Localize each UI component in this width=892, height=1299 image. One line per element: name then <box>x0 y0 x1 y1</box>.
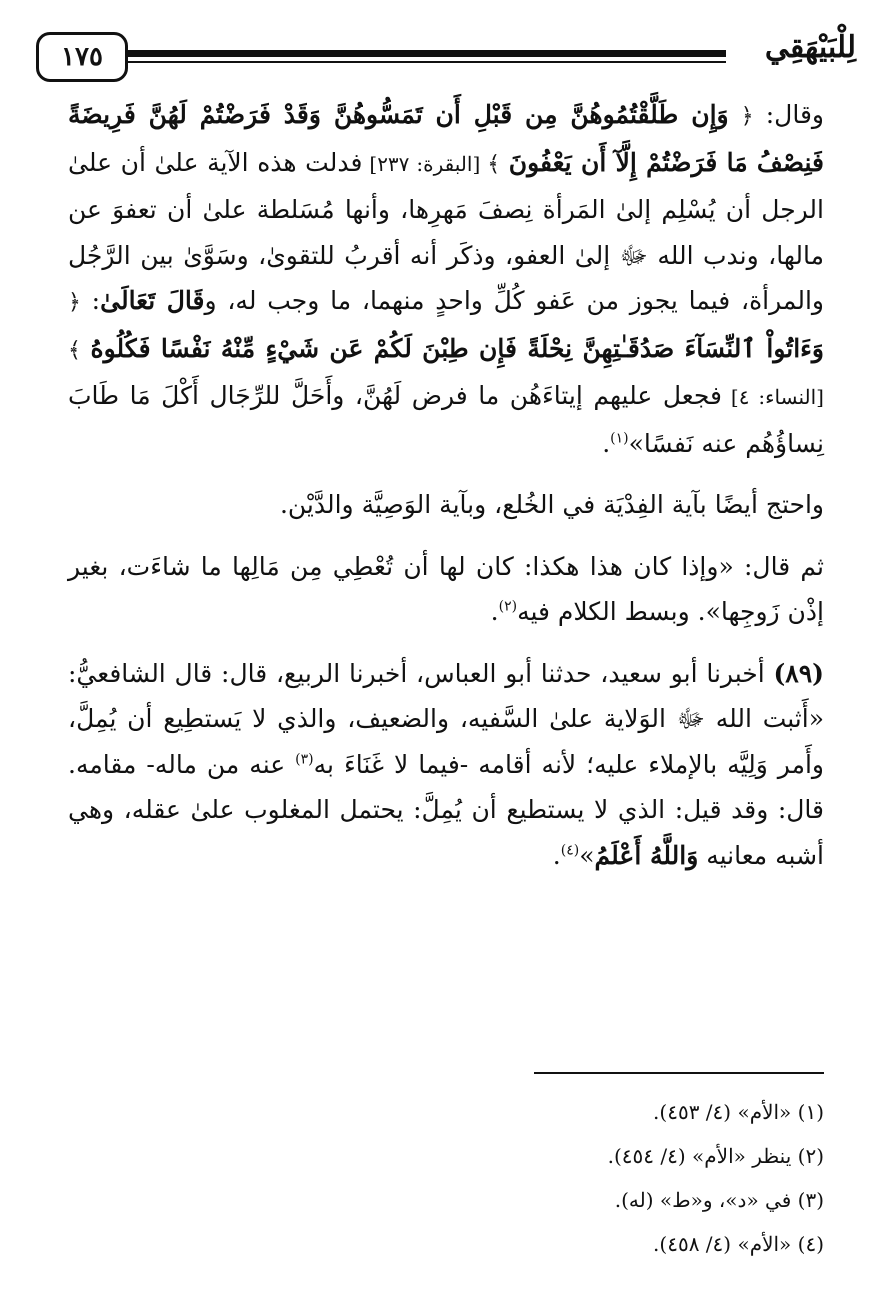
page-number-badge <box>36 32 128 82</box>
text-segment: ثم قال: «وإذا كان هذا هكذا: كان لها أن تُعْطِي مِن مَالِها ما شاءَت، بغير إذْن زَوجِها». وبسط الكلام فيه <box>68 551 824 626</box>
wallahu-alam: وَاللَّهُ أَعْلَمُ <box>594 840 699 870</box>
text-segment: عنه من ماله- مقامه. قال: وقد قيل: الذي لا يستطيع أن يُمِلَّ: يحتمل المغلوب علىٰ عقله، وهي أشبه معانيه <box>68 749 824 870</box>
paragraph-4 <box>68 651 824 879</box>
footnote-1: (١) «الأم» (٤/ ٤٥٣). <box>653 1100 824 1124</box>
footnote-marker-3: (٣) <box>295 751 314 768</box>
text-segment: فجعل عليهم إيتاءَهُن ما فرض لَهُنَّ، وأَحَلَّ للرِّجَال أَكْلَ مَا طَابَ نِساؤُهُم عنه نَفسًا» <box>68 381 824 458</box>
qala-taala: قَالَ تَعَالَىٰ <box>100 286 205 315</box>
quran-bracket-close: ﴾ <box>487 151 501 177</box>
page-header <box>36 28 856 84</box>
quran-verse-2: وَءَاتُواْ ٱلنِّسَآءَ صَدُقَـٰتِهِنَّ نِحْلَةً فَإِن طِبْنَ لَكُمْ عَن شَيْءٍ مِّنْهُ نَفْسًا فَكُلُوهُ <box>90 333 824 363</box>
honorific-symbol: ﷻ <box>619 240 648 270</box>
quran-bracket-open: ﴿ <box>68 290 81 315</box>
footnote-separator <box>534 1072 824 1074</box>
hadith-number: (٨٩) <box>773 658 824 688</box>
honorific-symbol: ﷻ <box>676 704 705 733</box>
text-segment: . <box>602 428 611 458</box>
text-segment: إلىٰ العفو، وذكَر أنه أقربُ للتقوىٰ، وسَوَّىٰ بين الرَّجُل والمرأة، فيما يجوز من عَفو كُلِّ واحدٍ منهما، ما وجب له، و <box>68 240 824 315</box>
page-number: ١٧٥ <box>61 42 103 72</box>
quran-verse-1: وَإِن طَلَّقْتُمُوهُنَّ مِن قَبْلِ أَن تَمَسُّوهُنَّ وَقَدْ فَرَضْتُمْ لَهُنَّ فَرِيضَةً فَنِصْفُ مَا فَرَضْتُمْ إِلَّآ أَن يَعْفُونَ <box>68 100 824 177</box>
text-segment: وقال: <box>753 100 824 129</box>
text-segment: . <box>552 840 561 870</box>
header-rule-thin <box>126 61 726 63</box>
header-rule-thick <box>126 50 726 57</box>
paragraph-1 <box>68 92 824 466</box>
footnote-marker-1: (١) <box>610 430 629 447</box>
verse-reference-2: [النساء: ٤] <box>721 385 824 409</box>
paragraph-2: واحتج أيضًا بآية الفِدْيَة في الخُلع، وبآية الوَصِيَّة والدَّيْن. <box>279 490 824 519</box>
text-segment: فدلت هذه الآية علىٰ أن علىٰ الرجل أن يُسْلِم إلىٰ المَرأة نِصفَ مَهرِها، وأنها مُسَلطة علىٰ أن تعفوَ عن مالها، وندب الله <box>68 147 824 270</box>
text-segment: : <box>80 286 101 315</box>
footnote-2: (٢) ينظر «الأم» (٤/ ٤٥٤). <box>607 1144 824 1168</box>
paragraph-3 <box>68 544 824 635</box>
quran-bracket-close: ﴾ <box>68 337 81 363</box>
footnote-4: (٤) «الأم» (٤/ ٤٥٨). <box>653 1232 824 1256</box>
main-text <box>68 92 824 878</box>
text-segment: . <box>490 597 499 626</box>
text-segment: أخبرنا أبو سعيد، حدثنا أبو العباس، أخبرنا الربيع، قال: قال الشافعيُّ: «أَثبت الله <box>68 658 824 733</box>
footnote-3: (٣) في «د»، و«ط» (له). <box>614 1188 824 1212</box>
footnote-marker-4: (٤) <box>560 842 580 859</box>
text-segment: » <box>579 840 595 870</box>
text-segment: الوَلاية علىٰ السَّفيه، والضعيف، والذي لا يَستطِيع أن يُمِلَّ، وأَمر وَلِيَّه بالإملاء عليه؛ لأنه أقامه -فيما لا غَنَاءَ به <box>68 704 824 779</box>
quran-bracket-open: ﴿ <box>740 104 754 129</box>
footnotes <box>68 1090 824 1266</box>
running-head: لِلْبَيْهَقِي <box>764 30 856 65</box>
verse-reference-1: [البقرة: ٢٣٧] <box>362 151 488 176</box>
footnote-marker-2: (٢) <box>498 598 518 615</box>
